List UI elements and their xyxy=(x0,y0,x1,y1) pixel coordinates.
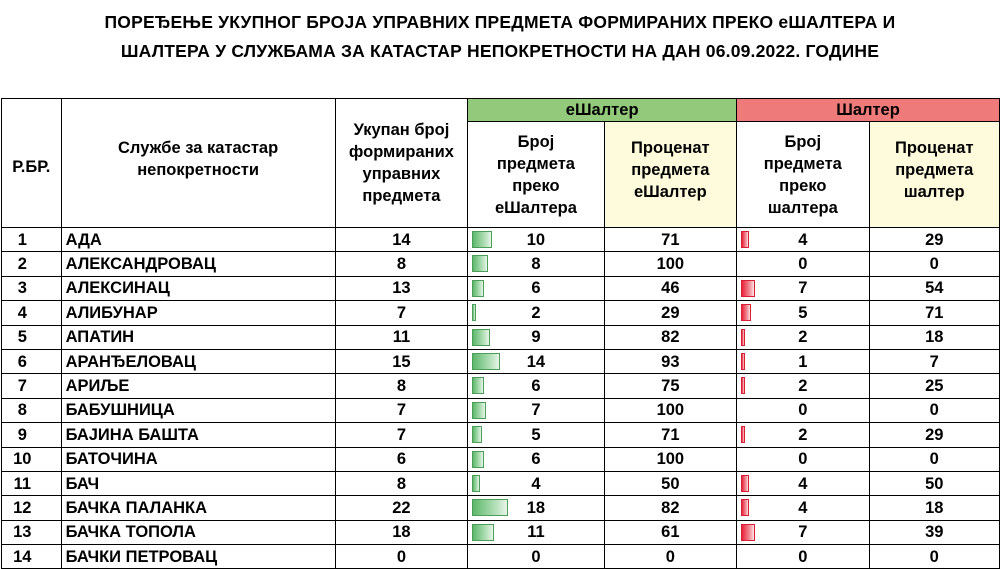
row-number: 6 xyxy=(2,349,62,373)
eshalter-count-cell xyxy=(468,301,604,325)
eshalter-count-cell xyxy=(468,252,604,276)
eshalter-data-bar xyxy=(472,304,476,321)
row-number: 3 xyxy=(2,276,62,300)
eshalter-data-bar xyxy=(472,524,494,541)
row-number: 8 xyxy=(2,398,62,422)
eshalter-count: 7 xyxy=(531,401,541,420)
header-s-count: Број предмета преко шалтера xyxy=(737,122,870,228)
total-count: 0 xyxy=(335,545,468,569)
shalter-percent: 25 xyxy=(869,374,999,398)
shalter-count: 5 xyxy=(798,303,808,322)
shalter-count: 4 xyxy=(798,474,808,493)
total-count: 8 xyxy=(335,252,468,276)
row-number: 12 xyxy=(2,496,62,520)
total-count: 7 xyxy=(335,301,468,325)
row-number: 9 xyxy=(2,423,62,447)
header-e-count: Број предмета преко еШалтера xyxy=(468,122,604,228)
title-line-1: ПОРЕЂЕЊЕ УКУПНОГ БРОЈА УПРАВНИХ ПРЕДМЕТА ФОРМИРАНИХ ПРЕКО еШАЛТЕРА И xyxy=(104,12,896,32)
shalter-percent: 29 xyxy=(869,423,999,447)
eshalter-count-cell xyxy=(468,545,604,569)
table-row xyxy=(2,252,1000,276)
office-name: БАЈИНА БАШТА xyxy=(61,423,335,447)
shalter-count-cell xyxy=(737,349,870,373)
shalter-count: 2 xyxy=(798,425,808,444)
eshalter-data-bar xyxy=(472,426,482,443)
row-number: 7 xyxy=(2,374,62,398)
eshalter-count-cell xyxy=(468,325,604,349)
eshalter-count-cell xyxy=(468,228,604,252)
table-row xyxy=(2,325,1000,349)
shalter-percent: 18 xyxy=(869,496,999,520)
table-row xyxy=(2,374,1000,398)
shalter-count-cell xyxy=(737,228,870,252)
shalter-percent: 29 xyxy=(869,228,999,252)
row-number: 5 xyxy=(2,325,62,349)
eshalter-count: 6 xyxy=(531,450,541,469)
eshalter-data-bar xyxy=(472,280,484,297)
eshalter-percent: 71 xyxy=(604,228,736,252)
eshalter-percent: 75 xyxy=(604,374,736,398)
table-row xyxy=(2,301,1000,325)
eshalter-data-bar xyxy=(472,329,490,346)
eshalter-percent: 82 xyxy=(604,496,736,520)
shalter-data-bar xyxy=(741,475,749,492)
header-rbr: Р.БР. xyxy=(2,99,62,228)
office-name: БАБУШНИЦА xyxy=(61,398,335,422)
eshalter-count-cell xyxy=(468,374,604,398)
shalter-count: 7 xyxy=(798,523,808,542)
header-total: Укупан број формираних управних предмета xyxy=(335,99,468,228)
shalter-percent: 7 xyxy=(869,349,999,373)
eshalter-count: 6 xyxy=(531,377,541,396)
table-row xyxy=(2,496,1000,520)
row-number: 4 xyxy=(2,301,62,325)
table-row xyxy=(2,447,1000,471)
office-name: АЛЕКСАНДРОВАЦ xyxy=(61,252,335,276)
eshalter-data-bar xyxy=(472,499,508,516)
row-number: 13 xyxy=(2,520,62,544)
office-name: АЛИБУНАР xyxy=(61,301,335,325)
shalter-count-cell xyxy=(737,545,870,569)
eshalter-count: 9 xyxy=(531,328,541,347)
table-row xyxy=(2,398,1000,422)
eshalter-count-cell xyxy=(468,398,604,422)
eshalter-count-cell xyxy=(468,471,604,495)
eshalter-count: 5 xyxy=(531,425,541,444)
office-name: БАЧ xyxy=(61,471,335,495)
shalter-percent: 0 xyxy=(869,447,999,471)
eshalter-data-bar xyxy=(472,451,484,468)
shalter-data-bar xyxy=(741,304,751,321)
shalter-percent: 54 xyxy=(869,276,999,300)
eshalter-count: 2 xyxy=(531,303,541,322)
shalter-count: 4 xyxy=(798,498,808,517)
shalter-data-bar xyxy=(741,499,749,516)
shalter-count-cell xyxy=(737,496,870,520)
shalter-data-bar xyxy=(741,426,745,443)
office-name: БАЧКА ТОПОЛА xyxy=(61,520,335,544)
shalter-count: 0 xyxy=(798,255,808,274)
shalter-count-cell xyxy=(737,398,870,422)
row-number: 11 xyxy=(2,471,62,495)
table-row xyxy=(2,276,1000,300)
eshalter-percent: 100 xyxy=(604,447,736,471)
table-row xyxy=(2,471,1000,495)
eshalter-data-bar xyxy=(472,377,484,394)
shalter-data-bar xyxy=(741,524,755,541)
shalter-count: 0 xyxy=(798,450,808,469)
shalter-count-cell xyxy=(737,447,870,471)
total-count: 18 xyxy=(335,520,468,544)
eshalter-data-bar xyxy=(472,231,492,248)
eshalter-data-bar xyxy=(472,475,480,492)
shalter-data-bar xyxy=(741,377,745,394)
header-office: Службе за катастар непокретности xyxy=(61,99,335,228)
eshalter-count: 11 xyxy=(527,523,545,542)
eshalter-percent: 0 xyxy=(604,545,736,569)
shalter-data-bar xyxy=(741,329,745,346)
total-count: 8 xyxy=(335,471,468,495)
eshalter-count: 14 xyxy=(526,352,546,371)
total-count: 15 xyxy=(335,349,468,373)
shalter-count: 1 xyxy=(798,352,808,371)
shalter-count: 2 xyxy=(798,377,808,396)
shalter-percent: 0 xyxy=(869,398,999,422)
table-row xyxy=(2,545,1000,569)
eshalter-percent: 100 xyxy=(604,252,736,276)
eshalter-count-cell xyxy=(468,520,604,544)
shalter-data-bar xyxy=(741,353,745,370)
shalter-count: 2 xyxy=(798,328,808,347)
office-name: АРИЉЕ xyxy=(61,374,335,398)
eshalter-count: 10 xyxy=(526,230,546,249)
shalter-count-cell xyxy=(737,276,870,300)
total-count: 7 xyxy=(335,423,468,447)
total-count: 14 xyxy=(335,228,468,252)
shalter-data-bar xyxy=(741,280,755,297)
eshalter-count: 18 xyxy=(526,498,546,517)
eshalter-count-cell xyxy=(468,423,604,447)
shalter-count: 7 xyxy=(798,279,808,298)
table-row xyxy=(2,349,1000,373)
shalter-count-cell xyxy=(737,252,870,276)
shalter-count-cell xyxy=(737,471,870,495)
total-count: 22 xyxy=(335,496,468,520)
header-group-eshalter: еШалтер xyxy=(468,99,737,122)
shalter-count-cell xyxy=(737,325,870,349)
office-name: АРАНЂЕЛОВАЦ xyxy=(61,349,335,373)
shalter-percent: 39 xyxy=(869,520,999,544)
title-line-2: ШАЛТЕРА У СЛУЖБАМА ЗА КАТАСТАР НЕПОКРЕТНОСТИ НА ДАН 06.09.2022. ГОДИНЕ xyxy=(120,41,880,61)
header-group-shalter: Шалтер xyxy=(737,99,1000,122)
row-number: 10 xyxy=(2,447,62,471)
page-title xyxy=(0,8,1000,66)
eshalter-data-bar xyxy=(472,402,486,419)
statistics-table xyxy=(1,98,1000,569)
eshalter-count-cell xyxy=(468,447,604,471)
header-s-percent: Проценат предмета шалтер xyxy=(869,122,999,228)
eshalter-count: 0 xyxy=(531,547,541,566)
shalter-percent: 18 xyxy=(869,325,999,349)
table-row xyxy=(2,423,1000,447)
row-number: 2 xyxy=(2,252,62,276)
eshalter-percent: 100 xyxy=(604,398,736,422)
shalter-count: 0 xyxy=(798,401,808,420)
eshalter-count-cell xyxy=(468,349,604,373)
eshalter-count: 8 xyxy=(531,255,541,274)
eshalter-percent: 71 xyxy=(604,423,736,447)
eshalter-count-cell xyxy=(468,276,604,300)
total-count: 8 xyxy=(335,374,468,398)
table-row xyxy=(2,228,1000,252)
office-name: АПАТИН xyxy=(61,325,335,349)
eshalter-count: 4 xyxy=(531,474,541,493)
office-name: АДА xyxy=(61,228,335,252)
eshalter-data-bar xyxy=(472,353,500,370)
eshalter-data-bar xyxy=(472,255,488,272)
eshalter-count-cell xyxy=(468,496,604,520)
eshalter-percent: 50 xyxy=(604,471,736,495)
header-e-percent: Проценат предмета еШалтер xyxy=(604,122,736,228)
eshalter-percent: 29 xyxy=(604,301,736,325)
shalter-percent: 50 xyxy=(869,471,999,495)
shalter-count-cell xyxy=(737,520,870,544)
eshalter-percent: 61 xyxy=(604,520,736,544)
table-row xyxy=(2,520,1000,544)
total-count: 11 xyxy=(335,325,468,349)
eshalter-percent: 82 xyxy=(604,325,736,349)
shalter-percent: 0 xyxy=(869,545,999,569)
total-count: 13 xyxy=(335,276,468,300)
eshalter-count: 6 xyxy=(531,279,541,298)
office-name: БАЧКА ПАЛАНКА xyxy=(61,496,335,520)
shalter-data-bar xyxy=(741,231,749,248)
total-count: 6 xyxy=(335,447,468,471)
shalter-count-cell xyxy=(737,301,870,325)
eshalter-percent: 93 xyxy=(604,349,736,373)
row-number: 1 xyxy=(2,228,62,252)
shalter-percent: 0 xyxy=(869,252,999,276)
eshalter-percent: 46 xyxy=(604,276,736,300)
shalter-count-cell xyxy=(737,423,870,447)
total-count: 7 xyxy=(335,398,468,422)
office-name: БАЧКИ ПЕТРОВАЦ xyxy=(61,545,335,569)
office-name: АЛЕКСИНАЦ xyxy=(61,276,335,300)
shalter-count: 4 xyxy=(798,230,808,249)
row-number: 14 xyxy=(2,545,62,569)
shalter-count-cell xyxy=(737,374,870,398)
shalter-count: 0 xyxy=(798,547,808,566)
shalter-percent: 71 xyxy=(869,301,999,325)
office-name: БАТОЧИНА xyxy=(61,447,335,471)
